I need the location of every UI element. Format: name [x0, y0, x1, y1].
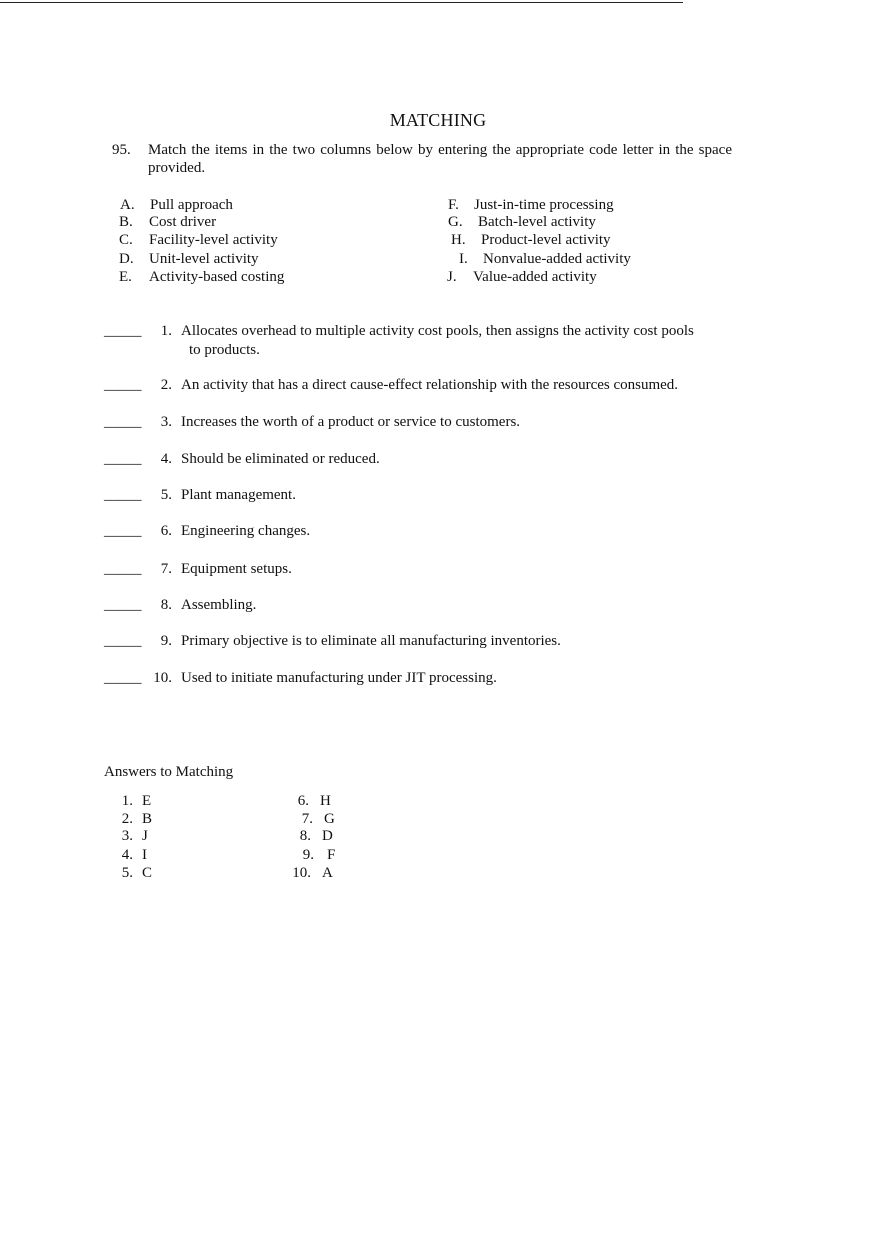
- answer-blank[interactable]: _____: [104, 487, 142, 503]
- option-text: Cost driver: [149, 214, 217, 230]
- option-g: [448, 213, 596, 231]
- option-text: Nonvalue-added activity: [483, 251, 631, 267]
- list-item: [104, 596, 744, 615]
- option-letter: H.: [451, 232, 466, 248]
- item-number: 1.: [160, 323, 172, 339]
- answer-blank[interactable]: _____: [104, 561, 142, 577]
- answer-letter: F: [327, 847, 336, 863]
- option-text: Just-in-time processing: [474, 197, 614, 213]
- answer-number: 3.: [121, 828, 133, 844]
- answer-row: [287, 846, 335, 864]
- option-text: Facility-level activity: [149, 232, 278, 248]
- answer-row: [112, 846, 147, 864]
- item-text: Allocates overhead to multiple activity cost pools, then assigns the activity cost pools: [181, 323, 694, 339]
- answer-row: [112, 810, 152, 828]
- answer-letter: A: [322, 865, 333, 881]
- answer-letter: H: [320, 793, 331, 809]
- answer-row: [112, 792, 151, 810]
- answer-blank[interactable]: _____: [104, 597, 142, 613]
- item-text: Equipment setups.: [181, 561, 292, 577]
- item-text: Engineering changes.: [181, 523, 311, 539]
- answer-row: [112, 864, 152, 882]
- list-item: [104, 322, 744, 360]
- answer-row: [284, 864, 333, 882]
- option-a: [120, 196, 233, 214]
- item-number: 2.: [160, 377, 172, 393]
- option-letter: F.: [448, 197, 459, 213]
- answers-heading: Answers to Matching: [104, 764, 234, 780]
- answer-row: [282, 792, 331, 810]
- item-text: Increases the worth of a product or service to customers.: [181, 414, 521, 430]
- option-letter: C.: [119, 232, 133, 248]
- answer-number: 6.: [297, 793, 309, 809]
- answer-letter: I: [142, 847, 147, 863]
- answer-blank[interactable]: _____: [104, 633, 142, 649]
- answer-letter: E: [142, 793, 152, 809]
- option-letter: D.: [119, 251, 134, 267]
- answer-number: 10.: [292, 865, 311, 881]
- answer-letter: D: [322, 828, 333, 844]
- question-text: Match the items in the two columns below by entering the appropriate code letter in the space provided.: [148, 142, 732, 176]
- answer-blank[interactable]: _____: [104, 523, 142, 539]
- list-item: [104, 560, 744, 579]
- item-number: 7.: [160, 561, 172, 577]
- answer-number: 4.: [121, 847, 133, 863]
- option-h: [451, 231, 611, 249]
- answer-letter: C: [142, 865, 153, 881]
- question-95: [112, 141, 732, 177]
- option-c: [119, 231, 278, 249]
- item-text: Should be eliminated or reduced.: [181, 451, 380, 467]
- list-item: [104, 376, 744, 395]
- item-number: 6.: [160, 523, 172, 539]
- option-text: Activity-based costing: [149, 269, 285, 285]
- option-text: Pull approach: [150, 197, 233, 213]
- option-letter: B.: [119, 214, 133, 230]
- item-text: Assembling.: [181, 597, 257, 613]
- answer-number: 9.: [302, 847, 314, 863]
- answer-number: 7.: [301, 811, 313, 827]
- answer-number: 1.: [121, 793, 133, 809]
- item-text: Primary objective is to eliminate all manufacturing inventories.: [181, 633, 561, 649]
- item-text: Used to initiate manufacturing under JIT processing.: [181, 670, 497, 686]
- top-rule: [0, 2, 683, 3]
- list-item: [104, 632, 744, 651]
- option-b: [119, 213, 216, 231]
- question-number: 95.: [112, 142, 131, 158]
- list-item: [104, 522, 744, 541]
- list-item: [104, 450, 744, 469]
- option-d: [119, 250, 259, 268]
- option-letter: A.: [120, 197, 135, 213]
- item-number: 10.: [153, 670, 172, 686]
- option-f: [448, 196, 614, 214]
- option-letter: G.: [448, 214, 463, 230]
- option-text: Product-level activity: [481, 232, 611, 248]
- answer-row: [284, 827, 333, 845]
- answer-blank[interactable]: _____: [104, 414, 142, 430]
- answer-letter: J: [142, 828, 148, 844]
- item-text-continuation: to products.: [189, 342, 260, 358]
- item-number: 4.: [160, 451, 172, 467]
- option-j: [447, 268, 597, 286]
- list-item: [104, 413, 744, 432]
- item-number: 5.: [160, 487, 172, 503]
- answer-letter: B: [142, 811, 153, 827]
- item-number: 8.: [160, 597, 172, 613]
- item-text: Plant management.: [181, 487, 296, 503]
- item-number: 3.: [160, 414, 172, 430]
- option-letter: E.: [119, 269, 132, 285]
- option-letter: J.: [447, 269, 457, 285]
- answer-row: [112, 827, 148, 845]
- option-text: Value-added activity: [473, 269, 597, 285]
- answer-blank[interactable]: _____: [104, 377, 142, 393]
- answer-blank[interactable]: _____: [104, 451, 142, 467]
- answer-row: [286, 810, 335, 828]
- answer-number: 5.: [121, 865, 133, 881]
- list-item: [104, 486, 744, 505]
- option-i: [459, 250, 631, 268]
- option-e: [119, 268, 284, 286]
- option-letter: I.: [459, 251, 468, 267]
- answer-blank[interactable]: _____: [104, 670, 142, 686]
- answer-number: 2.: [121, 811, 133, 827]
- answer-number: 8.: [299, 828, 311, 844]
- item-text: An activity that has a direct cause-effect relationship with the resources consumed.: [181, 377, 679, 393]
- item-number: 9.: [160, 633, 172, 649]
- page-title: MATCHING: [389, 110, 487, 130]
- answer-blank[interactable]: _____: [104, 323, 142, 339]
- option-text: Unit-level activity: [149, 251, 259, 267]
- list-item: [104, 669, 744, 688]
- answer-letter: G: [324, 811, 335, 827]
- option-text: Batch-level activity: [478, 214, 596, 230]
